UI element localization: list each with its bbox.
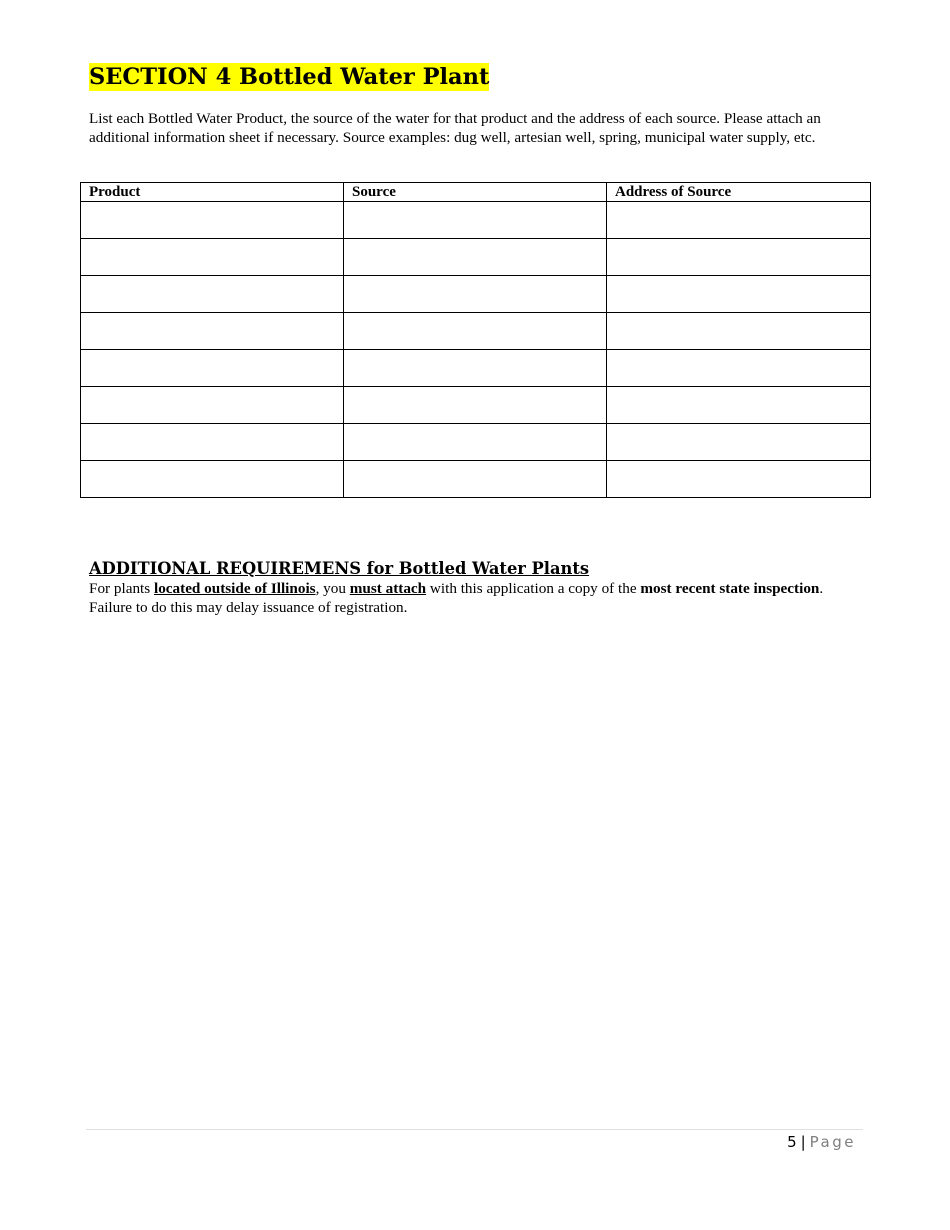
requirements-heading: ADDITIONAL REQUIREMENS for Bottled Water Plants — [89, 559, 590, 578]
table-row — [81, 313, 871, 350]
product-cell[interactable] — [81, 387, 344, 424]
req-text-part: . Failure to do this may delay issuance of registration. — [89, 580, 824, 616]
page-label: Page — [809, 1133, 856, 1151]
req-emphasis-inspection: most recent state inspection — [640, 580, 820, 597]
table-row — [81, 387, 871, 424]
page-footer — [787, 1132, 856, 1152]
address-cell[interactable] — [607, 202, 871, 239]
source-cell[interactable] — [344, 313, 607, 350]
table-header-row — [81, 183, 871, 202]
product-cell[interactable] — [81, 313, 344, 350]
table-row — [81, 276, 871, 313]
source-cell[interactable] — [344, 424, 607, 461]
product-source-table — [80, 182, 871, 498]
table-row — [81, 239, 871, 276]
source-cell[interactable] — [344, 461, 607, 498]
product-cell[interactable] — [81, 239, 344, 276]
header-address-of-source: Address of Source — [607, 183, 871, 202]
req-text-part: with this application a copy of the — [426, 580, 641, 597]
address-cell[interactable] — [607, 350, 871, 387]
product-cell[interactable] — [81, 350, 344, 387]
page-number: 5 — [787, 1133, 797, 1151]
address-cell[interactable] — [607, 387, 871, 424]
source-cell[interactable] — [344, 350, 607, 387]
req-emphasis-must-attach: must attach — [349, 580, 427, 597]
req-emphasis-location: located outside of Illinois — [153, 580, 316, 597]
requirements-text — [89, 580, 849, 617]
footer-divider — [86, 1129, 863, 1130]
source-cell[interactable] — [344, 276, 607, 313]
address-cell[interactable] — [607, 424, 871, 461]
req-text-part: , you — [315, 580, 350, 597]
product-cell[interactable] — [81, 424, 344, 461]
section-intro: List each Bottled Water Product, the source of the water for that product and the address of each source. Please attach an additional information sheet if necessary. Source examples: dug well, artesian well, spring, municipal water supply, etc. — [89, 110, 821, 146]
header-source: Source — [344, 183, 607, 202]
product-cell[interactable] — [81, 461, 344, 498]
table-row — [81, 424, 871, 461]
address-cell[interactable] — [607, 461, 871, 498]
source-cell[interactable] — [344, 239, 607, 276]
table-row — [81, 461, 871, 498]
address-cell[interactable] — [607, 239, 871, 276]
product-cell[interactable] — [81, 202, 344, 239]
source-cell[interactable] — [344, 202, 607, 239]
section-title-text: SECTION 4 Bottled Water Plant — [89, 64, 490, 90]
table-row — [81, 202, 871, 239]
address-cell[interactable] — [607, 313, 871, 350]
source-cell[interactable] — [344, 387, 607, 424]
req-text-part: For plants — [89, 580, 154, 597]
header-product: Product — [81, 183, 344, 202]
section-title — [89, 62, 489, 92]
page-separator: | — [800, 1133, 806, 1151]
address-cell[interactable] — [607, 276, 871, 313]
product-cell[interactable] — [81, 276, 344, 313]
table-row — [81, 350, 871, 387]
